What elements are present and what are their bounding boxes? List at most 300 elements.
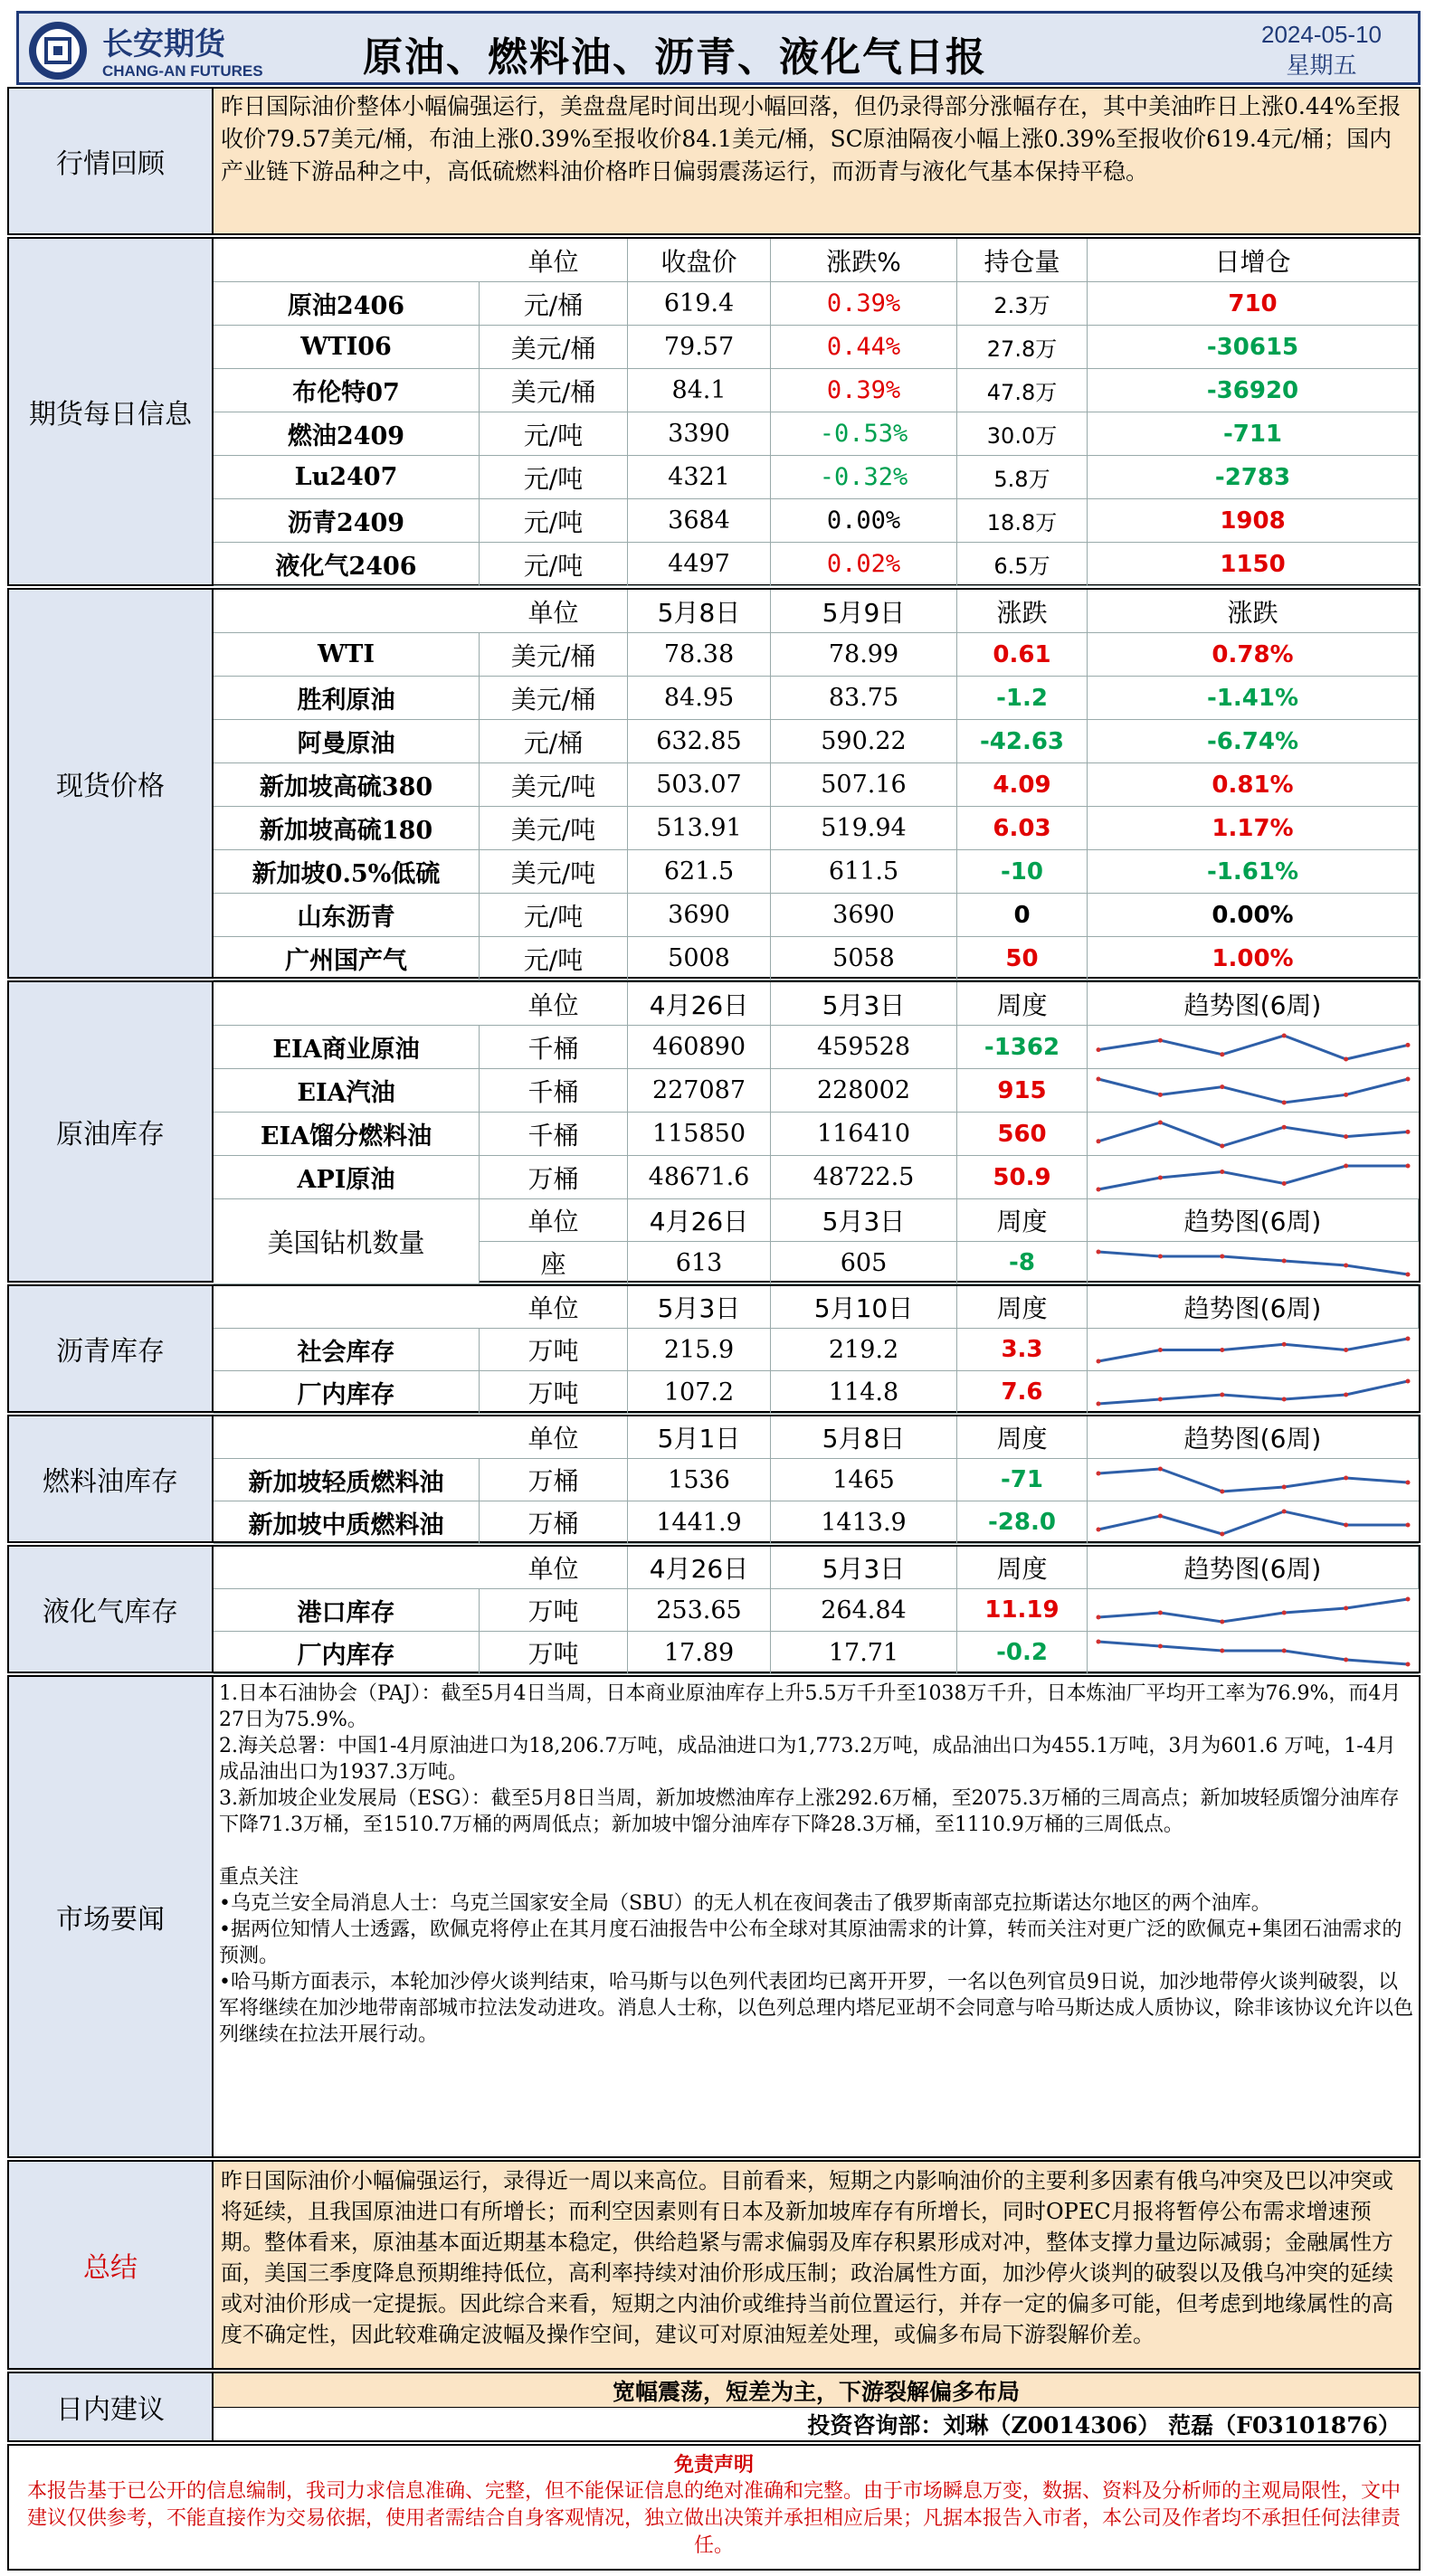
column-header: 趋势图(6周) <box>1088 1416 1419 1458</box>
column-header: 5月9日 <box>771 590 957 632</box>
table-row <box>214 543 1419 586</box>
table-row <box>214 239 1419 282</box>
table-cell: 美元/桶 <box>480 326 628 368</box>
table-cell: 美元/吨 <box>480 763 628 806</box>
table-cell: 48722.5 <box>771 1156 957 1198</box>
table-cell: 17.89 <box>628 1632 771 1673</box>
column-header: 单位 <box>480 982 628 1025</box>
table-cell: 3390 <box>628 412 771 455</box>
disclaimer <box>7 2444 1421 2571</box>
table-cell: 605 <box>771 1242 957 1283</box>
section-label: 沥青库存 <box>9 1286 214 1411</box>
table-cell: -36920 <box>1088 369 1419 412</box>
table-cell: 美元/桶 <box>480 677 628 719</box>
trend-point <box>1406 1273 1411 1277</box>
table-cell: 710 <box>1088 282 1419 325</box>
table-cell: 美元/吨 <box>480 850 628 893</box>
table-cell: 万桶 <box>480 1459 628 1501</box>
news-item: 1.日本石油协会（PAJ）：截至5月4日当周，日本商业原油库存上升5.5万千升至1038万千升，日本炼油厂平均开工率为76.9%，而4月27日为75.9%。 <box>219 1682 1402 1731</box>
row-label: EIA商业原油 <box>214 1026 480 1068</box>
trend-point <box>1097 1528 1101 1532</box>
trend-point <box>1158 1611 1163 1615</box>
table-cell: 6.5万 <box>957 543 1088 585</box>
table-cell: -30615 <box>1088 326 1419 368</box>
row-label: 液化气2406 <box>214 543 480 585</box>
table-cell: 1150 <box>1088 543 1419 585</box>
table-cell: 3684 <box>628 499 771 542</box>
table-cell: 227087 <box>628 1069 771 1112</box>
table-cell: -1362 <box>957 1026 1088 1068</box>
column-header: 单位 <box>480 239 628 281</box>
trend-line <box>1098 1122 1408 1146</box>
table-cell: 228002 <box>771 1069 957 1112</box>
trend-line <box>1098 1599 1408 1622</box>
trend-point <box>1344 1476 1348 1481</box>
table-cell: 0.02% <box>771 543 957 585</box>
trend-line <box>1098 1469 1408 1492</box>
table-cell: 万桶 <box>480 1501 628 1543</box>
trend-sparkline <box>1093 1117 1413 1151</box>
row-label: 原油2406 <box>214 282 480 325</box>
trend-point <box>1097 1359 1101 1364</box>
table-cell: 219.2 <box>771 1329 957 1370</box>
table-cell: 万吨 <box>480 1632 628 1673</box>
row-label: 新加坡高硫180 <box>214 807 480 849</box>
column-header: 5月1日 <box>628 1416 771 1458</box>
trend-sparkline <box>1093 1333 1413 1367</box>
table-row <box>214 677 1419 720</box>
table-cell: 116410 <box>771 1113 957 1155</box>
column-header: 涨跌 <box>957 590 1088 632</box>
trend-point <box>1220 1490 1224 1494</box>
trend-sparkline <box>1093 1594 1413 1627</box>
table-cell: -0.53% <box>771 412 957 455</box>
table-cell: 560 <box>957 1113 1088 1155</box>
column-header: 周度 <box>957 982 1088 1025</box>
table-cell: 元/吨 <box>480 937 628 980</box>
changan-logo-icon <box>26 19 90 82</box>
table-cell: 5.8万 <box>957 456 1088 498</box>
column-header: 趋势图(6周) <box>1088 1199 1419 1241</box>
table-cell: 5058 <box>771 937 957 980</box>
column-header: 4月26日 <box>628 982 771 1025</box>
table-row <box>214 1286 1419 1329</box>
rig-count-label: 美国钻机数量 <box>214 1199 480 1284</box>
row-label: EIA汽油 <box>214 1069 480 1112</box>
table-cell: -71 <box>957 1459 1088 1501</box>
table-cell: 18.8万 <box>957 499 1088 542</box>
fuel-inventory-section <box>7 1415 1421 1543</box>
table-cell: -6.74% <box>1088 720 1419 762</box>
trend-point <box>1406 1523 1411 1528</box>
row-label: 阿曼原油 <box>214 720 480 762</box>
table-cell: 万吨 <box>480 1329 628 1370</box>
table-cell: 632.85 <box>628 720 771 762</box>
table-cell: 0.39% <box>771 369 957 412</box>
disclaimer-title: 免责声明 <box>673 2453 754 2477</box>
table-cell: 1908 <box>1088 499 1419 542</box>
table-cell: 50.9 <box>957 1156 1088 1198</box>
trend-point <box>1158 1093 1163 1097</box>
table-row <box>214 763 1419 807</box>
column-header: 日增仓 <box>1088 239 1419 281</box>
table-cell: 元/吨 <box>480 499 628 542</box>
trend-point <box>1282 1485 1287 1490</box>
table-cell: 千桶 <box>480 1026 628 1068</box>
section-label: 现货价格 <box>9 590 214 977</box>
table-cell: 1536 <box>628 1459 771 1501</box>
trend-point <box>1344 1606 1348 1611</box>
table-cell: 元/吨 <box>480 412 628 455</box>
table-cell: 5008 <box>628 937 771 980</box>
trend-line <box>1098 1511 1408 1534</box>
table-cell: 0.44% <box>771 326 957 368</box>
trend-point <box>1344 1658 1348 1662</box>
trend-point <box>1406 1164 1411 1169</box>
row-label: 燃油2409 <box>214 412 480 455</box>
trend-point <box>1220 1532 1224 1537</box>
row-label: 胜利原油 <box>214 677 480 719</box>
table-cell: 215.9 <box>628 1329 771 1370</box>
trend-point <box>1097 1472 1101 1476</box>
trend-point <box>1344 1093 1348 1097</box>
trend-point <box>1282 1181 1287 1186</box>
review-text: 昨日国际油价整体小幅偏强运行，美盘盘尾时间出现小幅回落，但仍录得部分涨幅存在，其中美油昨日上涨0.44%至报收价79.57美元/桶，布油上涨0.39%至报收价84.1美元/桶，SC原油隔夜小幅上涨0.39%至报收价619.4元/桶；国内产业链下游品种之中，高低硫燃料油价格昨日偏弱震荡运行，而沥青与液化气基本保持平稳。 <box>214 89 1419 233</box>
column-header: 涨跌 <box>1088 590 1419 632</box>
column-header: 单位 <box>480 1199 628 1241</box>
table-cell: 4497 <box>628 543 771 585</box>
table-cell: 座 <box>480 1242 628 1283</box>
trend-point <box>1406 1597 1411 1602</box>
table-cell: -2783 <box>1088 456 1419 498</box>
column-header: 趋势图(6周) <box>1088 1286 1419 1328</box>
table-row <box>480 1199 1419 1242</box>
column-header: 5月10日 <box>771 1286 957 1328</box>
table-cell: 千桶 <box>480 1069 628 1112</box>
table-row <box>214 894 1419 937</box>
table-cell: 114.8 <box>771 1371 957 1413</box>
trend-line <box>1098 1381 1408 1404</box>
column-header: 趋势图(6周) <box>1088 982 1419 1025</box>
table-cell: 611.5 <box>771 850 957 893</box>
column-header: 涨跌% <box>771 239 957 281</box>
table-cell: -42.63 <box>957 720 1088 762</box>
row-label: 山东沥青 <box>214 894 480 936</box>
table-row <box>214 1113 1419 1156</box>
trend-point <box>1406 1043 1411 1047</box>
table-cell: 115850 <box>628 1113 771 1155</box>
table-cell: 78.38 <box>628 633 771 676</box>
table-cell: -10 <box>957 850 1088 893</box>
table-cell: 107.2 <box>628 1371 771 1413</box>
trend-point <box>1344 1057 1348 1062</box>
table-cell: -711 <box>1088 412 1419 455</box>
trend-sparkline <box>1093 1636 1413 1670</box>
column-header: 4月26日 <box>628 1547 771 1588</box>
table-cell: -1.2 <box>957 677 1088 719</box>
table-row <box>214 1589 1419 1632</box>
table-cell: -8 <box>957 1242 1088 1283</box>
table-cell: 6.03 <box>957 807 1088 849</box>
column-header: 4月26日 <box>628 1199 771 1241</box>
summary-section <box>7 2160 1421 2370</box>
news-section <box>7 1675 1421 2158</box>
table-row <box>214 982 1419 1026</box>
table-row <box>214 1632 1419 1674</box>
report-title: 原油、燃料油、沥青、液化气日报 <box>363 34 987 80</box>
report-header <box>16 11 1421 85</box>
table-cell: 千桶 <box>480 1113 628 1155</box>
table-cell: 83.75 <box>771 677 957 719</box>
column-header: 单位 <box>480 590 628 632</box>
row-label: 新加坡高硫380 <box>214 763 480 806</box>
table-row <box>214 326 1419 369</box>
news-item <box>219 1838 1413 1864</box>
summary-text: 昨日国际油价小幅偏强运行，录得近一周以来高位。目前看来，短期之内影响油价的主要利多因素有俄乌冲突及巴以冲突或将延续，且我国原油进口有所增长；而利空因素则有日本及新加坡库存有所增长，同时OPEC月报将暂停公布需求增速预期。整体看来，原油基本面近期基本稳定，供给趋紧与需求偏弱及库存积累形成对冲，整体支撑力量边际减弱；金融属性方面，美国三季度降息预期维持低位，高利率持续对油价形成压制；政治属性方面，加沙停火谈判的破裂以及俄乌冲突的延续或对油价形成一定提振。因此综合来看，短期之内油价或维持当前位置运行，并存一定的偏多可能，但考虑到地缘属性的高度不确定性，因此较难确定波幅及操作空间，建议可对原油短差处理，或偏多布局下游裂解价差。 <box>214 2162 1419 2368</box>
trend-point <box>1220 1255 1224 1259</box>
review-section <box>7 87 1421 235</box>
trend-point <box>1282 1259 1287 1264</box>
table-row <box>214 633 1419 677</box>
row-label: 港口库存 <box>214 1589 480 1631</box>
lpg-inventory-section <box>7 1545 1421 1673</box>
section-label: 期货每日信息 <box>9 239 214 584</box>
table-cell: 590.22 <box>771 720 957 762</box>
table-cell: 1.00% <box>1088 937 1419 980</box>
table-cell: 264.84 <box>771 1589 957 1631</box>
table-cell: 11.19 <box>957 1589 1088 1631</box>
table-cell: 0.39% <box>771 282 957 325</box>
column-header: 5月3日 <box>771 1547 957 1588</box>
table-cell: 48671.6 <box>628 1156 771 1198</box>
trend-point <box>1220 1144 1224 1149</box>
column-header: 持仓量 <box>957 239 1088 281</box>
crude-inventory-section <box>7 980 1421 1283</box>
table-cell: 元/桶 <box>480 282 628 325</box>
trend-point <box>1344 1393 1348 1397</box>
table-cell: 0.00% <box>771 499 957 542</box>
table-cell: 7.6 <box>957 1371 1088 1413</box>
trend-point <box>1097 1402 1101 1406</box>
table-cell: -28.0 <box>957 1501 1088 1543</box>
trend-point <box>1282 1125 1287 1130</box>
table-cell: 1.17% <box>1088 807 1419 849</box>
trend-point <box>1220 1620 1224 1624</box>
table-row <box>214 807 1419 850</box>
trend-point <box>1158 1038 1163 1043</box>
disclaimer-text: 本报告基于已公开的信息编制，我司力求信息准确、完整，但不能保证信息的绝对准确和完整。由于市场瞬息万变，数据、资料及分析师的主观局限性，文中建议仅供参考，不能直接作为交易依据，使用者需结合自身客观情况，独立做出决策并承担相应后果；凡据本报告入市者，本公司及作者均不承担任何法律责任。 <box>26 2480 1401 2557</box>
table-cell: -0.2 <box>957 1632 1088 1673</box>
trend-line <box>1098 1079 1408 1103</box>
news-item: 3.新加坡企业发展局（ESG）：截至5月8日当周，新加坡燃油库存上涨292.6万桶，至2075.3万桶的三周高点；新加坡轻质馏分油库存下降71.3万桶，至1510.7万桶的两周低点；新加坡中馏分油库存下降28.3万桶，至1110.9万桶的三周低点。 <box>219 1787 1400 1836</box>
table-cell: 84.1 <box>628 369 771 412</box>
section-label: 总结 <box>9 2162 214 2368</box>
table-cell: 元/桶 <box>480 720 628 762</box>
table-cell: -1.61% <box>1088 850 1419 893</box>
asphalt-inventory-section <box>7 1284 1421 1413</box>
spot-section <box>7 588 1421 979</box>
trend-sparkline <box>1093 1246 1413 1280</box>
advice-text: 宽幅震荡，短差为主，下游裂解偏多布局 <box>214 2373 1419 2408</box>
report-date: 2024-05-10 星期五 <box>1261 21 1382 79</box>
table-row <box>214 1501 1419 1544</box>
table-cell: 美元/桶 <box>480 369 628 412</box>
trend-point <box>1158 1176 1163 1180</box>
table-cell: 1465 <box>771 1459 957 1501</box>
table-cell: 3690 <box>771 894 957 936</box>
table-cell: 50 <box>957 937 1088 980</box>
trend-point <box>1220 1649 1224 1653</box>
advice-section <box>7 2372 1421 2442</box>
trend-point <box>1158 1397 1163 1402</box>
table-cell: 万桶 <box>480 1156 628 1198</box>
table-cell: 3.3 <box>957 1329 1088 1370</box>
table-cell: 0.81% <box>1088 763 1419 806</box>
row-label: 厂内库存 <box>214 1632 480 1673</box>
trend-point <box>1158 1121 1163 1125</box>
table-cell: 1413.9 <box>771 1501 957 1543</box>
table-row <box>214 937 1419 980</box>
section-label: 原油库存 <box>9 982 214 1281</box>
table-cell: 915 <box>957 1069 1088 1112</box>
section-label: 液化气库存 <box>9 1547 214 1672</box>
table-cell: 0.00% <box>1088 894 1419 936</box>
trend-point <box>1158 1514 1163 1519</box>
trend-point <box>1282 1611 1287 1615</box>
trend-point <box>1220 1084 1224 1089</box>
table-cell: 503.07 <box>628 763 771 806</box>
table-cell: -0.32% <box>771 456 957 498</box>
news-item: •据两位知情人士透露，欧佩克将停止在其月度石油报告中公布全球对其原油需求的计算，转而关注对更广泛的欧佩克+集团石油需求的预测。 <box>219 1918 1402 1967</box>
table-cell: 0.61 <box>957 633 1088 676</box>
trend-point <box>1406 1130 1411 1134</box>
trend-point <box>1220 1348 1224 1352</box>
trend-line <box>1098 1036 1408 1059</box>
column-header: 5月3日 <box>628 1286 771 1328</box>
brand-name: 长安期货 <box>102 26 225 62</box>
trend-point <box>1158 1255 1163 1259</box>
trend-point <box>1282 1649 1287 1653</box>
table-cell: 2.3万 <box>957 282 1088 325</box>
table-cell: 3690 <box>628 894 771 936</box>
trend-point <box>1344 1134 1348 1139</box>
trend-point <box>1282 1510 1287 1514</box>
trend-point <box>1220 1052 1224 1056</box>
table-cell: 507.16 <box>771 763 957 806</box>
row-label: 新加坡轻质燃料油 <box>214 1459 480 1501</box>
trend-sparkline <box>1093 1463 1413 1497</box>
table-cell: 621.5 <box>628 850 771 893</box>
table-cell: 4.09 <box>957 763 1088 806</box>
table-cell: 253.65 <box>628 1589 771 1631</box>
table-cell: 万吨 <box>480 1371 628 1413</box>
column-header: 单位 <box>480 1547 628 1588</box>
table-cell: 4321 <box>628 456 771 498</box>
table-cell: 17.71 <box>771 1632 957 1673</box>
trend-sparkline <box>1093 1030 1413 1065</box>
table-cell: -1.41% <box>1088 677 1419 719</box>
section-label: 市场要闻 <box>9 1677 214 2156</box>
table-row <box>214 1547 1419 1589</box>
table-row <box>214 1156 1419 1199</box>
table-cell: 459528 <box>771 1026 957 1068</box>
table-row <box>214 369 1419 412</box>
row-label: Lu2407 <box>214 456 480 498</box>
table-cell: 47.8万 <box>957 369 1088 412</box>
table-row <box>214 412 1419 456</box>
table-cell: 78.99 <box>771 633 957 676</box>
column-header: 收盘价 <box>628 239 771 281</box>
row-label: 厂内库存 <box>214 1371 480 1413</box>
trend-point <box>1097 1188 1101 1192</box>
trend-sparkline <box>1093 1376 1413 1409</box>
trend-point <box>1282 1397 1287 1402</box>
trend-point <box>1097 1047 1101 1052</box>
row-label: 沥青2409 <box>214 499 480 542</box>
column-header: 周度 <box>957 1199 1088 1241</box>
table-row <box>214 282 1419 326</box>
table-cell: 万吨 <box>480 1589 628 1631</box>
table-cell: 美元/桶 <box>480 633 628 676</box>
row-label: 新加坡0.5%低硫 <box>214 850 480 893</box>
table-row <box>214 499 1419 543</box>
row-label: API原油 <box>214 1156 480 1198</box>
table-row <box>214 720 1419 763</box>
trend-line <box>1098 1339 1408 1361</box>
table-row <box>214 590 1419 633</box>
table-cell: 30.0万 <box>957 412 1088 455</box>
column-header: 趋势图(6周) <box>1088 1547 1419 1588</box>
row-label: EIA馏分燃料油 <box>214 1113 480 1155</box>
trend-point <box>1406 1662 1411 1667</box>
news-item: •乌克兰安全局消息人士：乌克兰国家安全局（SBU）的无人机在夜间袭击了俄罗斯南部克拉斯诺达尔地区的两个油库。 <box>219 1892 1271 1915</box>
table-cell: 元/吨 <box>480 894 628 936</box>
trend-point <box>1344 1348 1348 1352</box>
table-cell: 元/吨 <box>480 543 628 585</box>
table-cell: 1441.9 <box>628 1501 771 1543</box>
trend-point <box>1097 1640 1101 1644</box>
trend-point <box>1220 1393 1224 1397</box>
trend-point <box>1406 1077 1411 1082</box>
news-item: 重点关注 <box>219 1866 299 1889</box>
table-cell: 27.8万 <box>957 326 1088 368</box>
section-label: 行情回顾 <box>9 89 214 233</box>
contact-info: 投资咨询部：刘琳（Z0014306） 范磊（F03101876） <box>214 2408 1419 2440</box>
news-list <box>214 1677 1419 2156</box>
trend-point <box>1282 1342 1287 1347</box>
table-row <box>214 1069 1419 1113</box>
table-cell: 79.57 <box>628 326 771 368</box>
section-label: 日内建议 <box>9 2373 214 2440</box>
trend-point <box>1406 1379 1411 1384</box>
column-header: 周度 <box>957 1416 1088 1458</box>
column-header: 5月8日 <box>771 1416 957 1458</box>
trend-point <box>1344 1523 1348 1528</box>
trend-line <box>1098 1166 1408 1189</box>
column-header: 5月8日 <box>628 590 771 632</box>
column-header: 5月3日 <box>771 982 957 1025</box>
trend-sparkline <box>1093 1160 1413 1195</box>
trend-point <box>1220 1170 1224 1174</box>
news-item: •哈马斯方面表示，本轮加沙停火谈判结束，哈马斯与以色列代表团均已离开开罗，一名以色列官员9日说，加沙地带停火谈判破裂，以军将继续在加沙地带南部城市拉法发动进攻。消息人士称，以色列总理内塔尼亚胡不会同意与哈马斯达成人质协议，除非该协议允许以色列继续在拉法开展行动。 <box>219 1971 1414 2046</box>
trend-line <box>1098 1642 1408 1664</box>
trend-point <box>1097 1250 1101 1255</box>
row-label: 社会库存 <box>214 1329 480 1370</box>
trend-point <box>1344 1164 1348 1169</box>
trend-point <box>1282 1101 1287 1105</box>
column-header: 周度 <box>957 1286 1088 1328</box>
trend-point <box>1158 1348 1163 1352</box>
